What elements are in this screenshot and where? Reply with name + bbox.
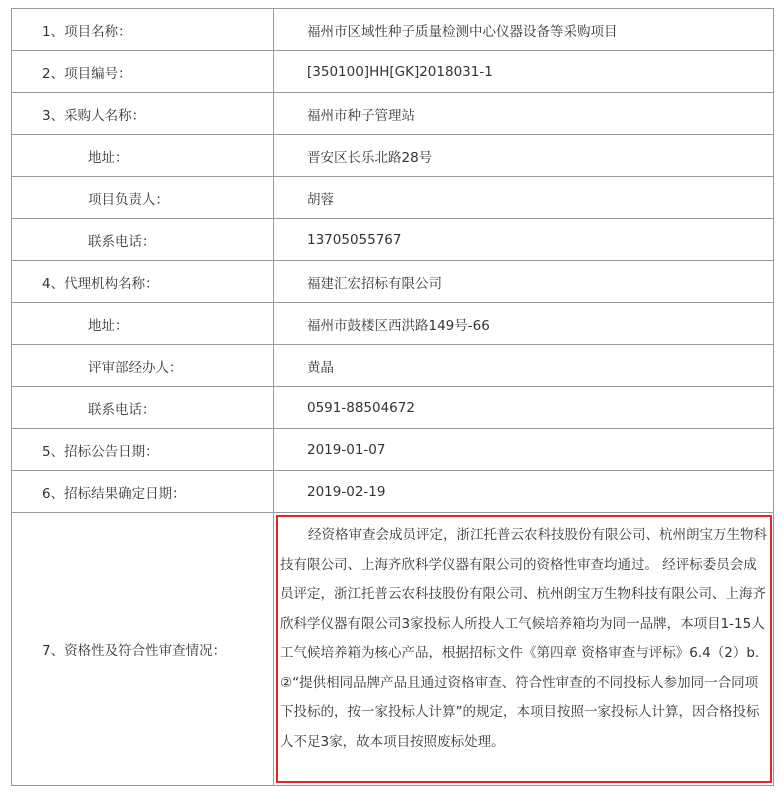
row-label-agency-phone: 联系电话： xyxy=(12,387,274,429)
row-label-purchaser-name: 3、采购人名称： xyxy=(12,93,274,135)
review-description: 经资格审查会成员评定，浙江托普云农科技股份有限公司、杭州朗宝万生物科技有限公司、上海齐欣科学仪器有限公司的资格性审查均通过。 经评标委员会成员评定，浙江托普云农科技股份有限公司、杭州朗宝万生物科技有限公司、上海齐欣科学仪器有限公司3家投标人所投人工气候培养箱均为同一品牌，本项目1-15人工气候培养箱为核心产品，根据招标文件《第四章 资格审查与评标》6.4（2）b.②“提供相同品牌产品且通过资格审查、符合性审查的不同投标人参加同一合同项下投标的，按一家投标人计算”的规定，本项目按照一家投标人计算，因合格投标人不足3家，故本项目按照废标处理。 xyxy=(280,527,767,750)
table-row xyxy=(12,513,774,786)
project-info-table xyxy=(11,8,774,786)
row-value-project-name: 福州市区域性种子质量检测中心仪器设备等采购项目 xyxy=(274,9,774,51)
table-row xyxy=(12,51,774,93)
row-label-result-date: 6、招标结果确定日期： xyxy=(12,471,274,513)
row-value-agency-address: 福州市鼓楼区西洪路149号-66 xyxy=(274,303,774,345)
table-row xyxy=(12,429,774,471)
table-row xyxy=(12,387,774,429)
row-value-purchaser-name: 福州市种子管理站 xyxy=(274,93,774,135)
row-value-agency-phone: 0591-88504672 xyxy=(274,387,774,429)
table-row xyxy=(12,135,774,177)
row-value-announcement-date: 2019-01-07 xyxy=(274,429,774,471)
table-row xyxy=(12,471,774,513)
table-row xyxy=(12,93,774,135)
row-label-project-manager: 项目负责人： xyxy=(12,177,274,219)
row-value-purchaser-address: 晋安区长乐北路28号 xyxy=(274,135,774,177)
row-value-project-number: [350100]HH[GK]2018031-1 xyxy=(274,51,774,93)
table-row xyxy=(12,345,774,387)
row-label-purchaser-phone: 联系电话： xyxy=(12,219,274,261)
table-row xyxy=(12,303,774,345)
highlight-box xyxy=(276,515,772,783)
table-row xyxy=(12,9,774,51)
row-label-qualification-review: 7、资格性及符合性审查情况： xyxy=(12,513,274,786)
row-label-purchaser-address: 地址： xyxy=(12,135,274,177)
row-label-agency-name: 4、代理机构名称： xyxy=(12,261,274,303)
row-label-review-handler: 评审部经办人： xyxy=(12,345,274,387)
table-row xyxy=(12,177,774,219)
row-value-result-date: 2019-02-19 xyxy=(274,471,774,513)
row-value-agency-name: 福建汇宏招标有限公司 xyxy=(274,261,774,303)
table-row xyxy=(12,219,774,261)
row-label-announcement-date: 5、招标公告日期： xyxy=(12,429,274,471)
table-row xyxy=(12,261,774,303)
row-value-review-handler: 黄晶 xyxy=(274,345,774,387)
row-label-agency-address: 地址： xyxy=(12,303,274,345)
row-value-purchaser-phone: 13705055767 xyxy=(274,219,774,261)
row-value-qualification-review xyxy=(274,513,774,786)
row-label-project-number: 2、项目编号： xyxy=(12,51,274,93)
row-value-project-manager: 胡蓉 xyxy=(274,177,774,219)
row-label-project-name: 1、项目名称： xyxy=(12,9,274,51)
